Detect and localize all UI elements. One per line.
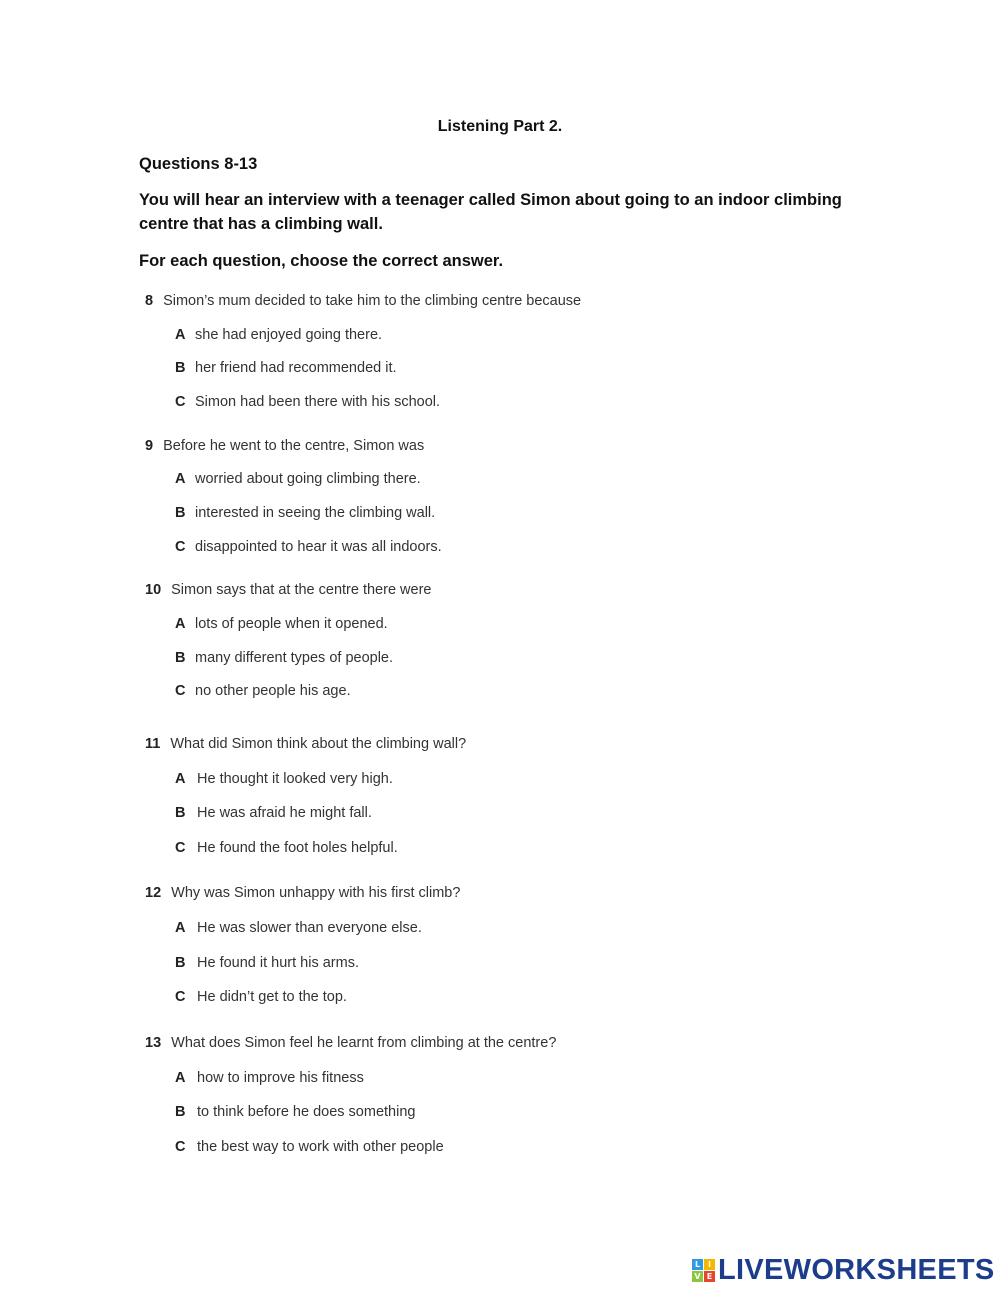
option-text: to think before he does something <box>197 1104 416 1120</box>
option-12a[interactable] <box>175 920 422 936</box>
question-number: 10 <box>145 582 162 598</box>
question-9 <box>145 438 424 454</box>
option-letter: C <box>175 840 186 856</box>
logo-mark-cell: L <box>692 1259 703 1270</box>
option-9a[interactable] <box>175 471 421 487</box>
instruction-text: For each question, choose the correct answer. <box>139 252 504 270</box>
option-8b[interactable] <box>175 360 397 376</box>
option-11c[interactable] <box>175 840 398 856</box>
option-text: interested in seeing the climbing wall. <box>195 505 436 521</box>
logo-mark-cell: V <box>692 1271 703 1282</box>
question-8 <box>145 293 581 309</box>
option-letter: A <box>175 616 186 632</box>
option-letter: A <box>175 471 186 487</box>
question-text: What does Simon feel he learnt from climbing at the centre? <box>171 1035 557 1051</box>
question-text: Simon’s mum decided to take him to the climbing centre because <box>163 293 582 309</box>
option-13a[interactable] <box>175 1070 364 1086</box>
option-letter: B <box>175 1104 186 1120</box>
logo-text: LIVEWORKSHEETS <box>718 1253 995 1286</box>
option-letter: B <box>175 505 186 521</box>
option-13b[interactable] <box>175 1104 415 1120</box>
question-number: 9 <box>145 438 154 454</box>
option-12c[interactable] <box>175 989 347 1005</box>
option-text: worried about going climbing there. <box>195 471 421 487</box>
intro-text: You will hear an interview with a teenager called Simon about going to an indoor climbing centre that has a climbing wall. <box>139 191 842 233</box>
option-9c[interactable] <box>175 539 442 555</box>
option-letter: B <box>175 650 186 666</box>
option-letter: B <box>175 955 186 971</box>
option-letter: C <box>175 989 186 1005</box>
option-letter: A <box>175 1070 186 1086</box>
option-text: how to improve his fitness <box>197 1070 364 1086</box>
option-8a[interactable] <box>175 327 382 343</box>
question-number: 8 <box>145 293 154 309</box>
question-number: 11 <box>145 736 161 752</box>
question-text: Why was Simon unhappy with his first climb? <box>171 885 461 901</box>
option-8c[interactable] <box>175 394 440 410</box>
option-11a[interactable] <box>175 771 393 787</box>
question-number: 13 <box>145 1035 162 1051</box>
logo-mark-icon <box>692 1259 715 1282</box>
logo-mark-cell: I <box>704 1259 715 1270</box>
question-13 <box>145 1035 556 1051</box>
option-letter: A <box>175 771 186 787</box>
option-text: He found the foot holes helpful. <box>197 840 398 856</box>
question-10 <box>145 582 431 598</box>
option-text: He thought it looked very high. <box>197 771 393 787</box>
question-12 <box>145 885 460 901</box>
option-letter: B <box>175 805 186 821</box>
option-letter: B <box>175 360 186 376</box>
option-letter: C <box>175 683 186 699</box>
option-text: He was slower than everyone else. <box>197 920 422 936</box>
logo-mark-cell: E <box>704 1271 715 1282</box>
questions-range-heading: Questions 8-13 <box>139 155 258 173</box>
option-text: lots of people when it opened. <box>195 616 388 632</box>
question-text: What did Simon think about the climbing wall? <box>170 736 467 752</box>
option-letter: C <box>175 1139 186 1155</box>
option-letter: C <box>175 539 186 555</box>
page-title: Listening Part 2. <box>437 118 563 135</box>
question-11 <box>145 736 466 752</box>
question-text: Before he went to the centre, Simon was <box>163 438 425 454</box>
option-letter: A <box>175 920 186 936</box>
option-10c[interactable] <box>175 683 351 699</box>
option-9b[interactable] <box>175 505 435 521</box>
option-10b[interactable] <box>175 650 393 666</box>
option-text: disappointed to hear it was all indoors. <box>195 539 442 555</box>
option-text: He found it hurt his arms. <box>197 955 359 971</box>
option-10a[interactable] <box>175 616 388 632</box>
option-13c[interactable] <box>175 1139 444 1155</box>
option-text: many different types of people. <box>195 650 394 666</box>
option-letter: C <box>175 394 186 410</box>
option-text: her friend had recommended it. <box>195 360 397 376</box>
option-text: no other people his age. <box>195 683 351 699</box>
question-text: Simon says that at the centre there were <box>171 582 432 598</box>
option-11b[interactable] <box>175 805 372 821</box>
option-text: Simon had been there with his school. <box>195 394 441 410</box>
option-12b[interactable] <box>175 955 359 971</box>
liveworksheets-logo[interactable] <box>692 1252 995 1288</box>
option-text: He was afraid he might fall. <box>197 805 372 821</box>
question-number: 12 <box>145 885 162 901</box>
option-letter: A <box>175 327 186 343</box>
option-text: she had enjoyed going there. <box>195 327 383 343</box>
option-text: He didn’t get to the top. <box>197 989 347 1005</box>
option-text: the best way to work with other people <box>197 1139 444 1155</box>
